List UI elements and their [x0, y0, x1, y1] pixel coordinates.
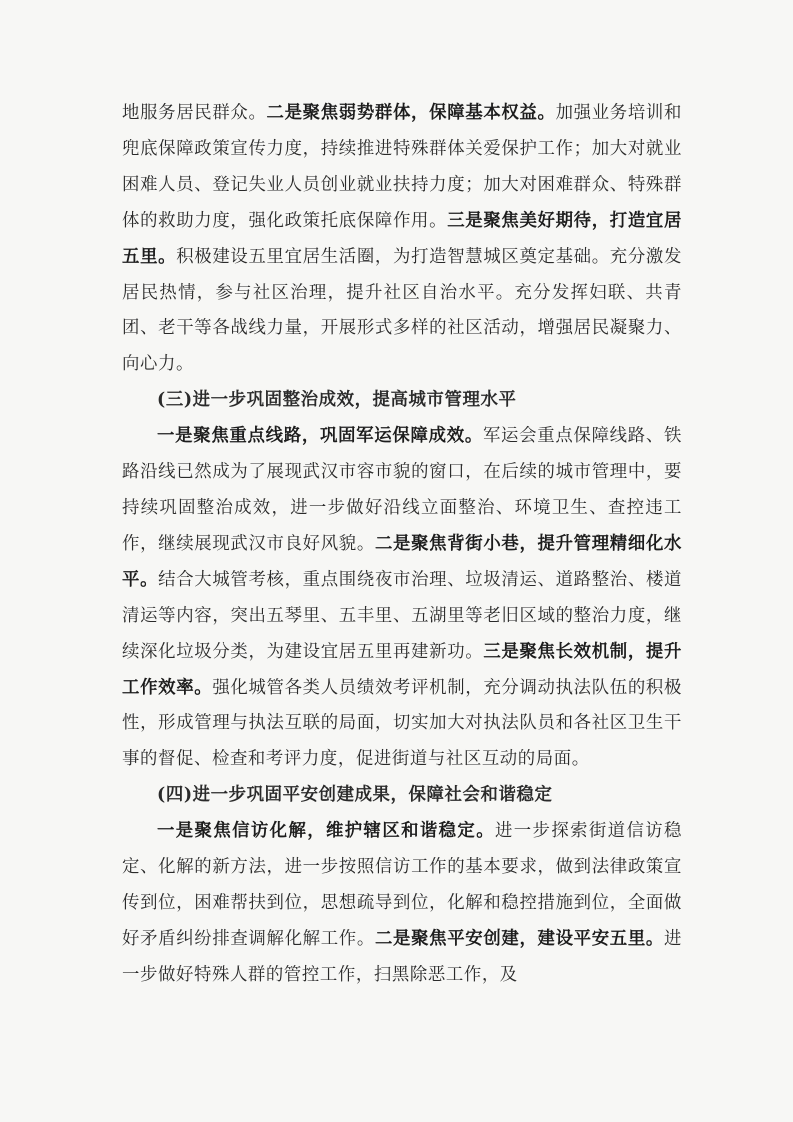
section-heading-3: (三)进一步巩固整治成效，提高城市管理水平	[157, 390, 517, 411]
paragraph-text: 加强业务培训和兜底保障政策宣传力度，持续推进特殊群体关爱保护工作；加大对就业困难人员、登记失业人员创业就业扶持力度；加大对困难群众、特殊群体的救助力度，强化政策托底保障作用。	[122, 103, 682, 231]
paragraph-text: 进一步做好特殊人群的管控工作，扫黑除恶工作，及	[122, 928, 682, 985]
bold-lead-phrase: 一是聚焦信访化解，维护辖区和谐稳定。	[157, 821, 495, 842]
document-body	[122, 96, 682, 994]
bold-lead-phrase: 三是聚焦美好期待，打造宜居五里。	[122, 210, 682, 267]
paragraph-1	[122, 96, 682, 383]
bold-lead-phrase: 三是聚焦长效机制，提升工作效率。	[122, 641, 682, 698]
paragraph-text: 进一步探索街道信访稳定、化解的新方法，进一步按照信访工作的基本要求，做到法律政策宣传到位，困难帮扶到位，思想疏导到位，化解和稳控措施到位，全面做好矛盾纠纷排查调解化解工作。	[122, 821, 682, 949]
bold-lead-phrase: 二是聚焦平安创建，建设平安五里。	[374, 928, 664, 949]
paragraph-text: 军运会重点保障线路、铁路沿线已然成为了展现武汉市容市貌的窗口，在后续的城市管理中，要持续巩固整治成效，进一步做好沿线立面整治、环境卫生、查控违工作，继续展现武汉市良好风貌。	[122, 426, 682, 554]
paragraph-text: 强化城管各类人员绩效考评机制，充分调动执法队伍的积极性，形成管理与执法互联的局面，切实加大对执法队员和各社区卫生干事的督促、检查和考评力度，促进街道与社区互动的局面。	[122, 677, 682, 770]
bold-lead-phrase: 一是聚焦重点线路，巩固军运保障成效。	[157, 426, 483, 447]
bold-lead-phrase: 二是聚焦弱势群体，保障基本权益。	[266, 103, 556, 123]
paragraph-text: 地服务居民群众。	[122, 103, 267, 123]
paragraph-3	[122, 814, 682, 994]
section-heading-4: (四)进一步巩固平安创建成果，保障社会和谐稳定	[157, 785, 553, 806]
paragraph-2	[122, 419, 682, 778]
bold-lead-phrase: 二是聚焦背街小巷，提升管理精细化水平。	[122, 533, 682, 590]
paragraph-text: 积极建设五里宜居生活圈，为打造智慧城区奠定基础。充分激发居民热情，参与社区治理，提升社区自治水平。充分发挥妇联、共青团、老干等各战线力量，开展形式多样的社区活动，增强居民凝聚力、向心力。	[122, 246, 682, 375]
paragraph-text: 结合大城管考核，重点围绕夜市治理、垃圾清运、道路整治、楼道清运等内容，突出五琴里、五丰里、五湖里等老旧区域的整治力度，继续深化垃圾分类，为建设宜居五里再建新功。	[122, 569, 683, 662]
